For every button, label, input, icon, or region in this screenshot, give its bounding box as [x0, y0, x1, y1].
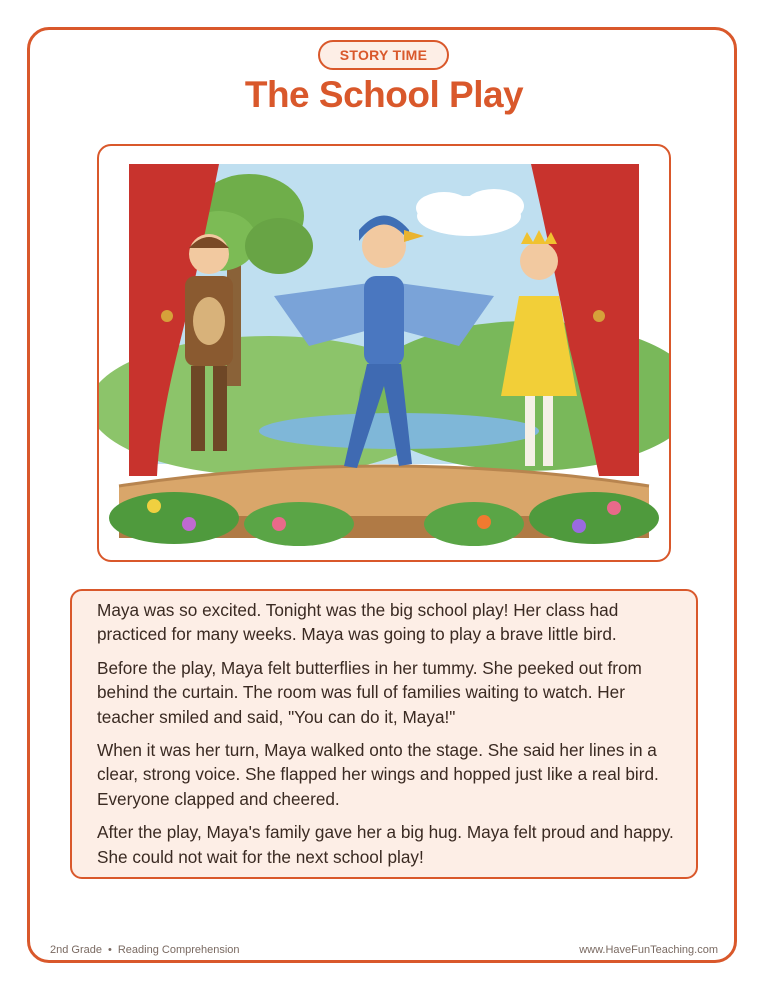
story-paragraph-3: When it was her turn, Maya walked onto the stage. She said her lines in a clear, strong voice. She flapped her wings and hopped just like a real bird. Everyone clapped and cheered.	[97, 740, 659, 809]
story-illustration	[97, 144, 671, 562]
footer-website-link[interactable]: www.HaveFunTeaching.com	[579, 944, 718, 956]
footer-grade: 2nd Grade	[50, 944, 102, 956]
story-paragraph-1: Maya was so excited. Tonight was the big school play! Her class had practiced for many weeks. Maya was going to play a brave little bird.	[97, 600, 619, 645]
footer-subject: Reading Comprehension	[117, 944, 240, 956]
school-play-stage-illustration	[99, 146, 669, 560]
story-text-panel	[70, 589, 698, 879]
page-title: The School Play	[244, 74, 524, 115]
footer-info	[50, 944, 240, 956]
story-time-badge: STORY TIME	[318, 40, 449, 70]
story-paragraph-4: After the play, Maya's family gave her a big hug. Maya felt proud and happy. She could not wait for the next school play!	[97, 822, 674, 867]
footer-separator: •	[107, 944, 112, 956]
story-paragraph-2: Before the play, Maya felt butterflies in her tummy. She peeked out from behind the curtain. The room was full of families waiting to watch. Her teacher smiled and said, "You can do it, Maya!"	[97, 657, 642, 727]
